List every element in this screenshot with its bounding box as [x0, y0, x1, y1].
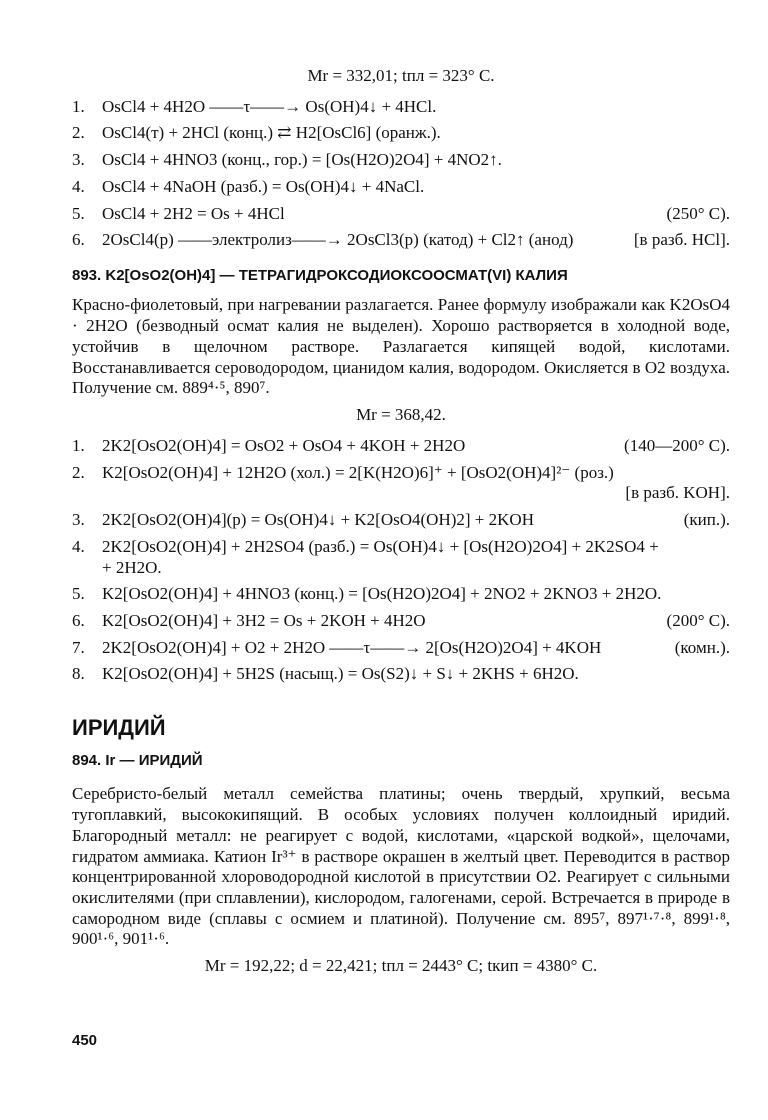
page-number: 450: [72, 1032, 98, 1049]
reaction-item: 2. K2[OsO2(OH)4] + 12H2O (хол.) = 2[K(H2O)6]⁺ + [OsO2(OH)4]²⁻ (роз.) [в разб. KOH].: [72, 462, 730, 503]
reaction-item: 2. OsCl4(т) + 2HCl (конц.) ⇄ H2[OsCl6] (оранж.).: [72, 123, 441, 143]
reaction-item: 1. 2K2[OsO2(OH)4] = OsO2 + OsO4 + 4KOH + 2H2O (140—200° C).: [72, 435, 730, 455]
osmium-tetrachloride-properties: Mr = 332,01; tпл = 323° C.: [307, 66, 495, 85]
reaction-item: 8. K2[OsO2(OH)4] + 5H2S (насыщ.) = Os(S2)↓ + S↓ + 2KHS + 6H2O.: [72, 664, 579, 684]
section-893-heading: 893. K2[OsO2(OH)4] — ТЕТРАГИДРОКСОДИОКСООСМАТ(VI) КАЛИЯ: [72, 267, 568, 285]
reaction-item: 5. K2[OsO2(OH)4] + 4HNO3 (конц.) = [Os(H2O)2O4] + 2NO2 + 2KNO3 + 2H2O.: [72, 584, 662, 604]
reaction-item: 4. OsCl4 + 4NaOH (разб.) = Os(OH)4↓ + 4NaCl.: [72, 176, 425, 196]
section-893-molar-mass: Mr = 368,42.: [356, 405, 446, 425]
section-894-description: Серебристо-белый металл семейства платины; очень твердый, хрупкий, весьма тугоплавкий, высококипящий. В особых условиях получен коллоидный иридий. Благородный металл: не реагирует с водой, кислотами, «царской водкой», щелочами, гидратом аммиака. Катион Ir³⁺ в растворе окрашен в желтый цвет. Переводится в раствор концентрированной хлороводородной кислотой в присутствии O2. Реагирует с сильными окислителями (при сплавлении), кислородом, галогенами, серой. Встречается в природе в самородном виде (сплавы с осмием и платиной). Получение см. 895⁷, 897¹·⁷·⁸, 899¹·⁸, 900¹·⁶, 901¹·⁶.: [72, 784, 730, 949]
page-content: [72, 60, 730, 985]
section-894-heading: 894. Ir — ИРИДИЙ: [72, 752, 203, 770]
osmium-tetrachloride-reactions: [72, 97, 730, 251]
reaction-item: 3. OsCl4 + 4HNO3 (конц., гор.) = [Os(H2O)2O4] + 4NO2↑.: [72, 150, 502, 170]
reaction-item: 4. 2K2[OsO2(OH)4] + 2H2SO4 (разб.) = Os(OH)4↓ + [Os(H2O)2O4] + 2K2SO4 + + 2H2O.: [72, 536, 659, 577]
section-893-description: Красно-фиолетовый, при нагревании разлагается. Ранее формулу изображали как K2OsO4 · 2H2O (безводный осмат калия не выделен). Хорошо растворяется в холодной воде, устойчив в щелочном растворе. Разлагается кипящей водой, кислотами. Восстанавливается сероводородом, цианидом калия, водородом. Окисляется в O2 воздуха. Получение см. 889⁴·⁵, 890⁷.: [72, 295, 730, 398]
section-893-reactions: [72, 436, 730, 685]
reaction-item: 6. K2[OsO2(OH)4] + 3H2 = Os + 2KOH + 4H2O (200° C).: [72, 610, 730, 630]
reaction-item: 7. 2K2[OsO2(OH)4] + O2 + 2H2O ——τ——→ 2[Os(H2O)2O4] + 4KOH (комн.).: [72, 637, 730, 657]
iridium-chapter-title: ИРИДИЙ: [72, 715, 166, 741]
reaction-item: 6. 2OsCl4(р) ——электролиз——→ 2OsCl3(р) (катод) + Cl2↑ (анод) [в разб. HCl].: [72, 230, 730, 250]
reaction-item: 1. OsCl4 + 4H2O ——τ——→ Os(OH)4↓ + 4HCl.: [72, 96, 437, 116]
reaction-item: 5. OsCl4 + 2H2 = Os + 4HCl (250° C).: [72, 203, 730, 223]
section-894-properties: Mr = 192,22; d = 22,421; tпл = 2443° C; tкип = 4380° C.: [204, 956, 598, 976]
reaction-item: 3. 2K2[OsO2(OH)4](р) = Os(OH)4↓ + K2[OsO4(OH)2] + 2KOH (кип.).: [72, 510, 730, 530]
